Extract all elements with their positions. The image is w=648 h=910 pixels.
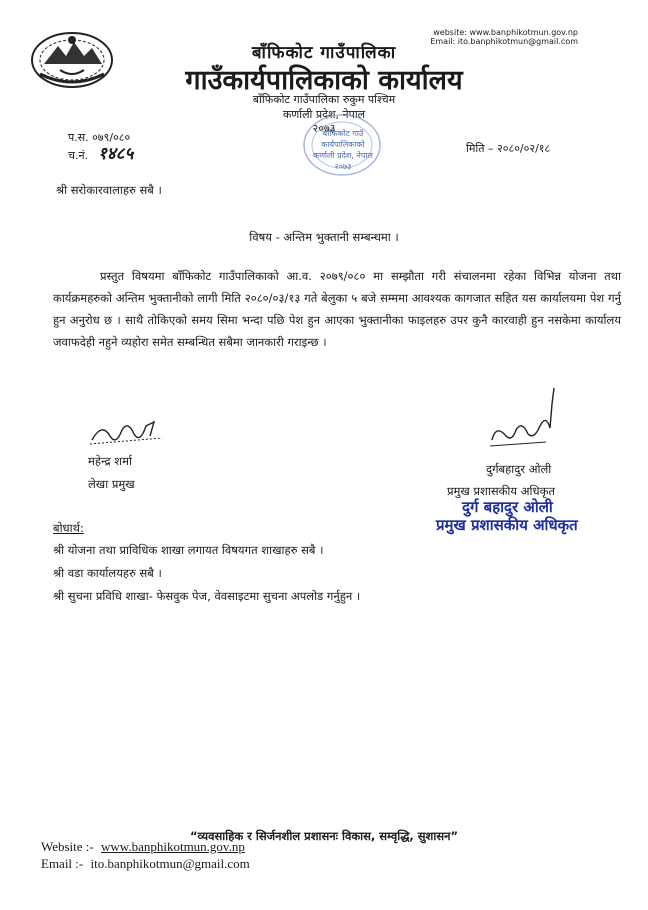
- footer-email-link[interactable]: ito.banphikotmun@gmail.com: [90, 856, 250, 871]
- chalani-number: १४८५: [98, 144, 134, 164]
- cc-item: श्री सुचना प्रविधि शाखा- फेसवुक पेज, वेवसाइटमा सुचना अपलोड गर्नुहुन ।: [53, 589, 361, 603]
- footer-website-link[interactable]: www.banphikotmun.gov.np: [101, 839, 245, 854]
- recipient: श्री सरोकारवालाहरु सबै ।: [56, 183, 162, 197]
- footer-website-label: Website :-: [41, 839, 94, 854]
- subject-line: विषय - अन्तिम भुक्तानी सम्बन्धमा ।: [249, 230, 399, 244]
- signature-right-designation: प्रमुख प्रशासकीय अधिकृत: [447, 484, 555, 498]
- footer-website-row: [41, 839, 245, 855]
- cc-heading: बोधार्थ:: [53, 521, 84, 535]
- patra-sankhya: प.स. ०७९/०८०: [68, 131, 131, 144]
- footer-email-row: [41, 856, 250, 872]
- established-year: २०७३: [312, 122, 336, 135]
- header-website: website: www.banphikotmun.gov.np: [433, 28, 578, 37]
- signature-right-icon: [486, 384, 566, 454]
- letter-date: मिति – २०८०/०२/१८: [466, 142, 551, 155]
- signature-left-icon: [88, 416, 168, 448]
- letter-body: [53, 265, 621, 353]
- signature-left-name: महेन्द्र शर्मा: [88, 454, 132, 468]
- chalani-label: च.नं.: [68, 149, 89, 162]
- cc-item: श्री वडा कार्यालयहरु सबै ।: [53, 566, 162, 580]
- blue-stamp-name: दुर्ग बहादुर ओली: [462, 498, 553, 516]
- signature-left-designation: लेखा प्रमुख: [88, 477, 135, 491]
- header-email: Email: ito.banphikotmun@gmail.com: [430, 37, 578, 46]
- page-title: गाउँकार्यपालिकाको कार्यालय: [185, 65, 463, 96]
- address-line-1: बाँफिकोट गाउँपालिका रुकुम पश्चिम: [252, 93, 396, 106]
- blue-stamp-designation: प्रमुख प्रशासकीय अधिकृत: [436, 516, 578, 534]
- office-name: बाँफिकोट गाउँपालिका: [251, 43, 397, 63]
- cc-item: श्री योजना तथा प्राविधिक शाखा लगायत विषयगत शाखाहरु सबै ।: [53, 543, 324, 557]
- signature-right-name: दुर्गबहादुर ओली: [486, 462, 552, 476]
- office-stamp-text: बाँफिकोट गाउँ कार्यपालिकाको कर्णाली प्रदेश, नेपाल २०७३: [313, 129, 373, 171]
- address-line-2: कर्णाली प्रदेश, नेपाल: [282, 108, 366, 121]
- body-paragraph: प्रस्तुत विषयमा बाँफिकोट गाउँपालिकाको आ.व. २०७९/०८० मा सम्झौता गरी संचालनमा रहेका विभिन्न योजना तथा कार्यक्रमहरुको अन्तिम भुक्तानीको लागी मिति २०८०/०३/१३ गते बेलुका ५ बजे सम्ममा आवश्यक कागजात सहित यस कार्यालयमा पेश गर्नु हुन अनुरोध छ । साथै तोकिएको समय सिमा भन्दा पछि पेश हुन आएका भुक्तानीका फाइलहरु उपर कुनै कारवाही हुन नसकेमा कार्यालय जवाफदेही नहुने व्यहोरा समेत सम्बन्धित सबैमा जानकारी गराइन्छ ।: [53, 269, 621, 349]
- footer-motto: “व्यवसाहिक र सिर्जनशील प्रशासनः विकास, सम्वृद्धि, सुशासन”: [189, 829, 459, 843]
- footer-email-label: Email :-: [41, 856, 84, 871]
